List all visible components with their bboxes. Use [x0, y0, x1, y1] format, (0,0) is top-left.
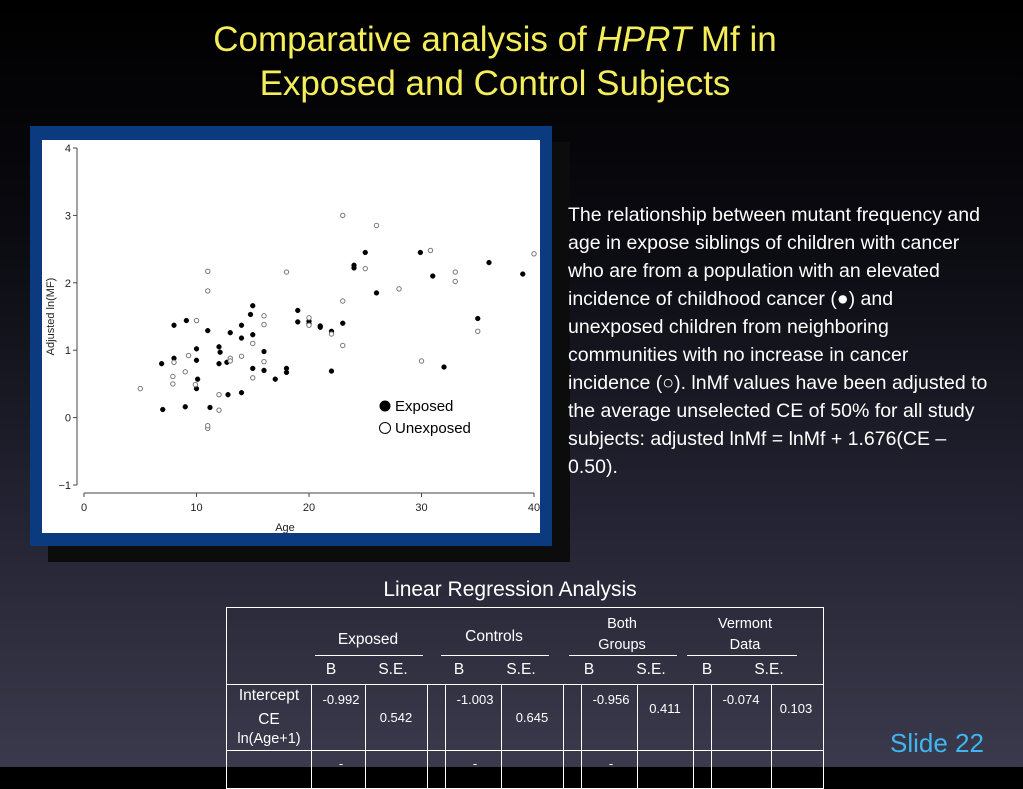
legend-label-unexposed: Unexposed	[395, 420, 471, 437]
y-tick-label: 0	[64, 412, 71, 425]
col-b-both: B	[583, 661, 595, 678]
exposed-point	[250, 303, 255, 308]
unexposed-point	[374, 223, 378, 227]
exposed-point	[217, 361, 222, 366]
intercept-se-exposed: 0.542	[379, 710, 413, 725]
exposed-point	[363, 250, 368, 255]
exposed-point	[430, 274, 435, 279]
row-divider	[227, 684, 823, 685]
exposed-point	[159, 361, 164, 366]
unexposed-point	[206, 269, 210, 273]
slide-number: Slide 22	[890, 728, 984, 758]
chart-description: The relationship between mutant frequency and age in expose siblings of children with cancer who are from a population with an elevated incidence of childhood cancer (●) and unexposed children from neighboring communities with no increase in cancer incidence (○). lnMf values have been adjusted to the average unselected CE of 50% for all study subjects: adjusted lnMf = lnMf + 1.676(CE – 0.50).	[568, 204, 988, 478]
col-divider	[501, 684, 502, 788]
unexposed-point	[532, 252, 536, 256]
header-underline	[569, 655, 677, 656]
row-label-ce: CE	[258, 711, 280, 728]
header-controls: Controls	[465, 628, 523, 645]
exposed-point	[226, 392, 231, 397]
col-se-exposed: S.E.	[378, 661, 408, 678]
legend-marker-exposed	[380, 401, 391, 412]
title-text: Comparative analysis of	[213, 20, 597, 59]
exposed-point	[295, 319, 300, 324]
exposed-point	[475, 316, 480, 321]
header-both-groups: Both Groups	[598, 616, 646, 653]
exposed-point	[374, 291, 379, 296]
title-line-1	[140, 18, 850, 62]
slide-title	[140, 18, 850, 106]
unexposed-point	[397, 287, 401, 291]
x-axis-label: Age	[275, 522, 295, 533]
next-row-value: -	[608, 756, 614, 771]
unexposed-point	[172, 360, 176, 364]
exposed-point	[520, 272, 525, 277]
exposed-point	[340, 321, 345, 326]
unexposed-point	[262, 322, 266, 326]
col-divider	[771, 684, 772, 788]
unexposed-point	[251, 376, 255, 380]
exposed-point	[250, 332, 255, 337]
unexposed-point	[186, 353, 190, 357]
exposed-point	[228, 330, 233, 335]
y-tick-label: 1	[64, 345, 71, 358]
col-divider	[581, 684, 582, 788]
exposed-point	[262, 349, 267, 354]
intercept-b-exposed: -0.992	[322, 692, 360, 707]
unexposed-point	[194, 318, 198, 322]
col-divider	[445, 684, 446, 788]
intercept-b-both: -0.956	[592, 692, 630, 707]
unexposed-point	[206, 423, 210, 427]
x-tick-label: 10	[190, 502, 203, 514]
unexposed-point	[262, 314, 266, 318]
col-divider	[563, 684, 564, 788]
scatter-chart-svg	[42, 140, 540, 533]
exposed-point	[329, 369, 334, 374]
unexposed-point	[183, 370, 187, 374]
exposed-point	[195, 377, 200, 382]
exposed-point	[205, 328, 210, 333]
unexposed-point	[341, 299, 345, 303]
exposed-point	[273, 377, 278, 382]
unexposed-point	[228, 359, 232, 363]
unexposed-point	[171, 374, 175, 378]
row-divider	[227, 750, 823, 751]
header-underline	[315, 655, 423, 656]
unexposed-point	[206, 289, 210, 293]
unexposed-point	[171, 382, 175, 386]
next-row-value: -	[338, 756, 344, 771]
title-text-end: Mf in	[691, 20, 777, 59]
exposed-point	[194, 346, 199, 351]
exposed-point	[218, 350, 223, 355]
header-underline	[687, 655, 797, 656]
exposed-point	[239, 390, 244, 395]
exposed-point	[352, 266, 357, 271]
title-line-2: Exposed and Control Subjects	[259, 64, 731, 103]
unexposed-point	[419, 359, 423, 363]
unexposed-point	[453, 270, 457, 274]
exposed-point	[284, 366, 289, 371]
unexposed-point	[476, 329, 480, 333]
unexposed-point	[284, 270, 288, 274]
unexposed-point	[193, 382, 197, 386]
header-exposed: Exposed	[337, 631, 399, 648]
exposed-point	[295, 308, 300, 313]
exposed-point	[160, 407, 165, 412]
exposed-point	[239, 323, 244, 328]
exposed-point	[248, 312, 253, 317]
exposed-point	[194, 358, 199, 363]
unexposed-point	[262, 359, 266, 363]
intercept-b-controls: -1.003	[456, 692, 494, 707]
title-gene-name: HPRT	[596, 20, 692, 59]
col-divider	[637, 684, 638, 788]
col-b-controls: B	[453, 661, 465, 678]
y-tick-label: −1	[58, 480, 71, 492]
exposed-point	[487, 260, 492, 265]
x-tick-label: 20	[302, 502, 316, 514]
exposed-point	[217, 344, 222, 349]
unexposed-point	[453, 279, 457, 283]
col-b-vermont: B	[701, 661, 713, 678]
exposed-point	[318, 325, 323, 330]
unexposed-point	[239, 354, 243, 358]
unexposed-point	[341, 213, 345, 217]
col-divider	[711, 684, 712, 788]
col-b-exposed: B	[325, 661, 337, 678]
unexposed-point	[341, 343, 345, 347]
x-tick-label: 40	[527, 502, 540, 514]
header-vermont-data: Vermont Data	[718, 616, 772, 653]
table-title: Linear Regression Analysis	[383, 578, 637, 601]
regression-table	[226, 607, 824, 789]
row-label-ln-age: ln(Age+1)	[237, 731, 301, 747]
col-divider	[365, 684, 366, 788]
unexposed-point	[217, 392, 221, 396]
y-tick-label: 2	[64, 277, 71, 290]
col-divider	[311, 684, 312, 788]
col-divider	[693, 684, 694, 788]
col-se-vermont: S.E.	[754, 661, 784, 678]
row-label-intercept: Intercept	[238, 687, 300, 704]
exposed-point	[208, 405, 213, 410]
exposed-point	[239, 336, 244, 341]
intercept-se-vermont: 0.103	[779, 701, 813, 716]
exposed-point	[418, 250, 423, 255]
unexposed-point	[138, 386, 142, 390]
header-underline	[441, 655, 549, 656]
unexposed-point	[307, 323, 311, 327]
col-se-controls: S.E.	[506, 661, 536, 678]
y-tick-label: 3	[64, 210, 71, 223]
unexposed-point	[363, 266, 367, 270]
unexposed-point	[307, 316, 311, 320]
exposed-point	[442, 365, 447, 370]
intercept-se-both: 0.411	[649, 701, 681, 716]
legend-marker-unexposed	[380, 423, 391, 434]
scatter-plot	[42, 140, 540, 533]
exposed-point	[172, 323, 177, 328]
y-axis-label: Adjusted ln(MF)	[45, 277, 57, 356]
unexposed-point	[217, 408, 221, 412]
intercept-se-controls: 0.645	[515, 710, 549, 725]
exposed-point	[262, 368, 267, 373]
x-tick-label: 0	[80, 502, 88, 514]
exposed-point	[250, 366, 255, 371]
legend-label-exposed: Exposed	[395, 398, 454, 415]
col-se-both: S.E.	[636, 661, 666, 678]
next-row-value: -	[472, 756, 478, 771]
y-tick-label: 4	[64, 143, 71, 155]
exposed-point	[184, 318, 189, 323]
intercept-b-vermont: -0.074	[722, 692, 760, 707]
exposed-point	[183, 404, 188, 409]
x-tick-label: 30	[415, 502, 428, 514]
unexposed-point	[428, 248, 432, 252]
unexposed-point	[251, 341, 255, 345]
unexposed-point	[329, 332, 333, 336]
col-divider	[427, 684, 428, 788]
